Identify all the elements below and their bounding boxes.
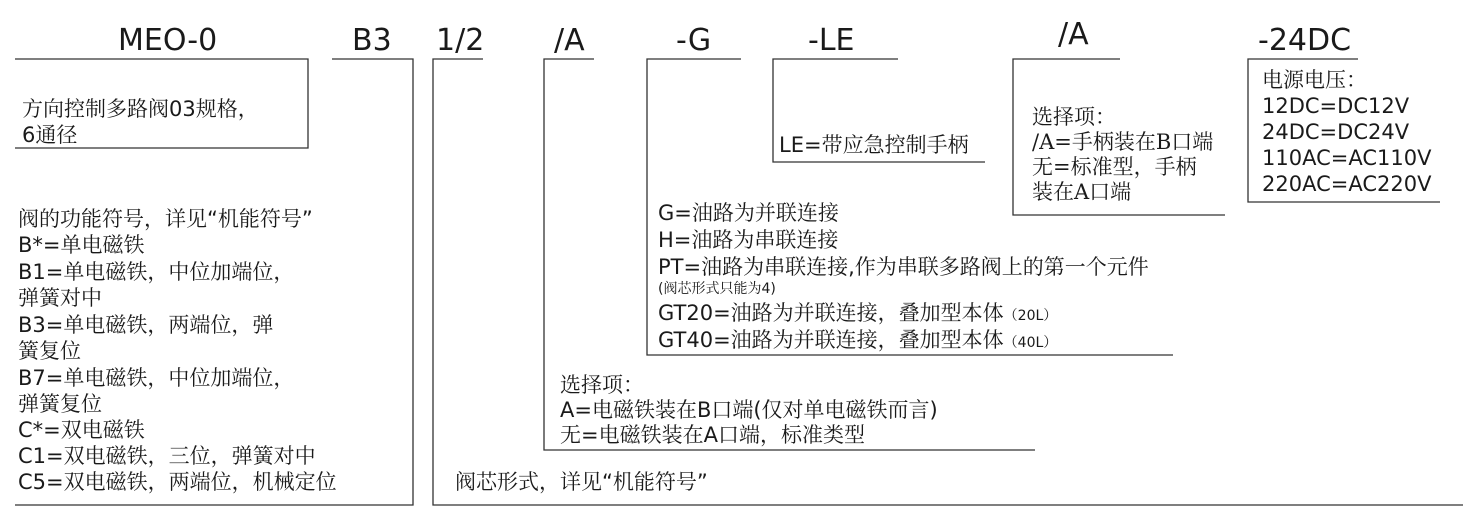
code-handle-option: /A	[1058, 17, 1089, 52]
code-model: MEO-0	[118, 23, 218, 58]
function-desc-item: B3=单电磁铁，两端位，弹	[18, 313, 274, 337]
circuit-desc-gt20	[658, 300, 1057, 326]
code-solenoid-option: /A	[554, 23, 585, 58]
circuit-desc-pt: PT=油路为串联连接,作为串联多路阀上的第一个元件	[658, 255, 1149, 279]
code-circuit: -G	[676, 23, 712, 58]
emergency-desc: LE=带应急控制手柄	[779, 133, 969, 157]
gt40-text: GT40=油路为并联连接，叠加型本体	[658, 328, 1004, 352]
code-spool: 1/2	[436, 23, 485, 58]
voltage-desc-item: 220AC=AC220V	[1262, 172, 1432, 196]
solenoid-desc-item: A=电磁铁装在B口端(仅对单电磁铁而言)	[560, 398, 938, 422]
function-desc-item: B1=单电磁铁，中位加端位，	[18, 260, 295, 284]
function-desc-item: B*=单电磁铁	[18, 233, 145, 257]
code-voltage: -24DC	[1258, 23, 1352, 58]
gt20-unit: （20L）	[1003, 308, 1058, 324]
circuit-desc-h: H=油路为串联连接	[658, 228, 839, 252]
handle-desc-heading: 选择项：	[1032, 105, 1116, 129]
function-desc-heading: 阀的功能符号，详见“机能符号”	[18, 207, 313, 231]
function-desc-item: 弹簧对中	[18, 286, 102, 310]
spool-desc: 阀芯形式，详见“机能符号”	[455, 470, 708, 494]
handle-desc-item: 装在A口端	[1032, 180, 1132, 204]
function-desc-item: C*=双电磁铁	[18, 418, 145, 442]
circuit-desc-pt-note: (阀芯形式只能为4)	[658, 281, 776, 297]
voltage-desc-item: 24DC=DC24V	[1262, 120, 1410, 144]
model-desc-line-1: 方向控制多路阀03规格，	[22, 97, 259, 121]
voltage-desc-item: 12DC=DC12V	[1262, 94, 1410, 118]
function-desc-item: B7=单电磁铁，中位加端位，	[18, 366, 295, 390]
gt40-unit: （40L）	[1003, 335, 1058, 351]
circuit-desc-g: G=油路为并联连接	[658, 201, 839, 225]
solenoid-desc-heading: 选择项：	[560, 373, 644, 397]
voltage-desc-item: 110AC=AC110V	[1262, 146, 1432, 170]
function-desc-item: 簧复位	[18, 339, 81, 363]
model-desc-line-2: 6通径	[22, 123, 78, 147]
function-desc-item: 弹簧复位	[18, 392, 102, 416]
gt20-text: GT20=油路为并联连接，叠加型本体	[658, 301, 1004, 325]
code-emergency: -LE	[808, 23, 855, 58]
function-desc-item: C5=双电磁铁，两端位，机械定位	[18, 470, 337, 494]
handle-desc-item: 无=标准型，手柄	[1032, 155, 1197, 179]
circuit-desc-gt40	[658, 327, 1057, 353]
code-function: B3	[352, 23, 392, 58]
function-desc-item: C1=双电磁铁，三位，弹簧对中	[18, 444, 316, 468]
handle-desc-item: /A=手柄装在B口端	[1032, 130, 1214, 154]
solenoid-desc-item: 无=电磁铁装在A口端，标准类型	[560, 423, 865, 447]
voltage-desc-heading: 电源电压：	[1262, 68, 1367, 92]
